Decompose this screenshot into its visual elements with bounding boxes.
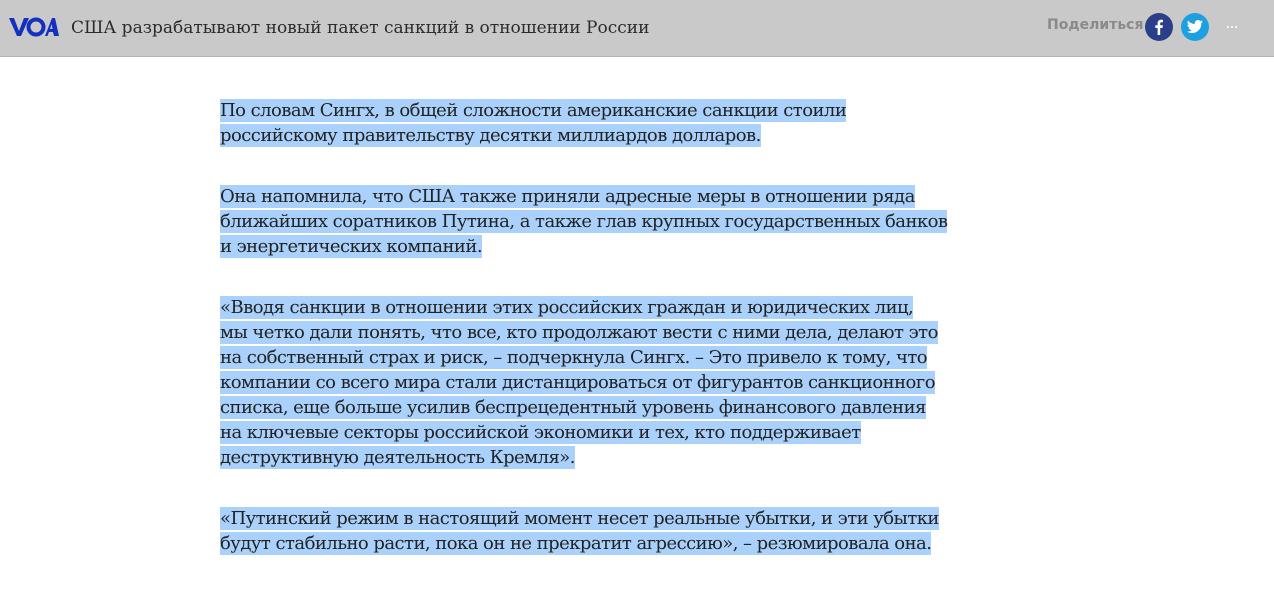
article-paragraph bbox=[220, 506, 939, 556]
paragraph-line bbox=[220, 420, 938, 445]
selected-text: компании со всего мира стали дистанцироваться от фигурантов санкционного bbox=[220, 372, 935, 393]
facebook-icon bbox=[1152, 19, 1166, 35]
selected-text: и энергетических компаний. bbox=[220, 236, 482, 257]
twitter-share-button[interactable] bbox=[1181, 13, 1209, 41]
voa-logo-mark bbox=[9, 15, 59, 39]
selected-text: мы четко дали понять, что все, кто продолжают вести с ними дела, делают это bbox=[220, 322, 938, 343]
selected-text: Она напомнила, что США также приняли адресные меры в отношении ряда bbox=[220, 186, 915, 207]
article-paragraph bbox=[220, 184, 947, 259]
more-options-button[interactable] bbox=[1221, 13, 1243, 41]
more-horizontal-icon bbox=[1227, 26, 1229, 28]
paragraph-line bbox=[220, 531, 939, 556]
share-label: Поделиться bbox=[1047, 17, 1144, 33]
voa-logo[interactable] bbox=[9, 15, 59, 39]
selected-text: «Вводя санкции в отношении этих российских граждан и юридических лиц, bbox=[220, 297, 914, 318]
paragraph-line bbox=[220, 320, 938, 345]
selected-text: будут стабильно расти, пока он не прекратит агрессию», – резюмировала она. bbox=[220, 533, 932, 554]
selected-text: «Путинский режим в настоящий момент несет реальные убытки, и эти убытки bbox=[220, 508, 939, 529]
paragraph-line bbox=[220, 234, 947, 259]
paragraph-line bbox=[220, 184, 947, 209]
facebook-share-button[interactable] bbox=[1145, 13, 1173, 41]
selected-text: российскому правительству десятки миллиардов долларов. bbox=[220, 125, 761, 146]
paragraph-line bbox=[220, 98, 846, 123]
article-paragraph bbox=[220, 98, 846, 148]
paragraph-line bbox=[220, 395, 938, 420]
more-dot bbox=[1235, 26, 1237, 28]
paragraph-line bbox=[220, 123, 846, 148]
selected-text: списка, еще больше усилив беспрецедентный уровень финансового давления bbox=[220, 397, 926, 418]
selected-text: По словам Сингх, в общей сложности американские санкции стоили bbox=[220, 100, 847, 121]
paragraph-line bbox=[220, 370, 938, 395]
selected-text: ближайших соратников Путина, а также глав крупных государственных банков bbox=[220, 211, 948, 232]
sticky-header bbox=[0, 0, 1274, 57]
paragraph-line bbox=[220, 345, 938, 370]
selected-text: на ключевые секторы российской экономики и тех, кто поддерживает bbox=[220, 422, 861, 443]
article-headline: США разрабатывают новый пакет санкций в отношении России bbox=[71, 18, 650, 38]
more-dot bbox=[1231, 26, 1233, 28]
paragraph-line bbox=[220, 445, 938, 470]
paragraph-line bbox=[220, 295, 938, 320]
article-paragraph bbox=[220, 295, 938, 470]
selected-text: деструктивную деятельность Кремля». bbox=[220, 447, 575, 468]
selected-text: на собственный страх и риск, – подчеркнула Сингх. – Это привело к тому, что bbox=[220, 347, 928, 368]
twitter-icon bbox=[1187, 20, 1203, 34]
paragraph-line bbox=[220, 506, 939, 531]
paragraph-line bbox=[220, 209, 947, 234]
